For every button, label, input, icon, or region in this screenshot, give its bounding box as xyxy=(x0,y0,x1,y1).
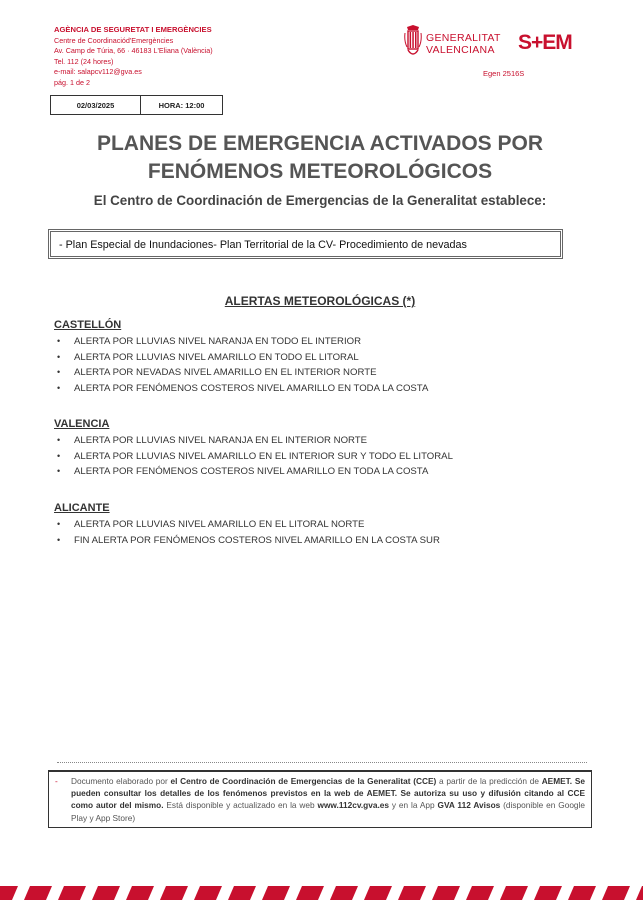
footer-text: (disponible en Google Play y App Store) xyxy=(71,800,586,823)
stripe-dash xyxy=(432,886,460,900)
agency-address: Av. Camp de Túria, 66 · 46183 L'Eliana (València) xyxy=(54,46,213,56)
alert-list xyxy=(54,334,614,396)
alert-item: • ALERTA POR LLUVIAS NIVEL AMARILLO EN EL INTERIOR SUR Y TODO EL LITORAL xyxy=(54,449,614,465)
stripe-dash xyxy=(568,886,596,900)
page-title-line2: FENÓMENOS METEOROLÓGICOS xyxy=(147,160,493,183)
region-name: ALICANTE xyxy=(54,502,110,514)
footer-text: Está disponible y actualizado en la web xyxy=(163,800,318,811)
footer-text: a partir de la predicción de xyxy=(436,776,542,786)
generalitat-logo xyxy=(404,25,500,59)
footer-website-link[interactable]: www.112cv.gva.es xyxy=(317,800,389,811)
footer-bold: AEMET. Se pueden consultar los detalles de los fenómenos previstos en la web de AEMET. Se autoriza su uso y difusión citando al CCE como autor del mismo. xyxy=(71,776,585,811)
dotted-divider xyxy=(57,762,587,763)
agency-center: Centre de Coordinaciód'Emergències xyxy=(54,35,174,45)
region-alicante xyxy=(54,502,614,548)
stripe-dash xyxy=(262,886,290,900)
report-date: 02/03/2025 xyxy=(51,96,141,114)
region-name: CASTELLÓN xyxy=(54,319,122,331)
alert-item: • ALERTA POR LLUVIAS NIVEL AMARILLO EN TODO EL LITORAL xyxy=(54,350,614,366)
stripe-dash xyxy=(534,886,562,900)
generalitat-crest-icon xyxy=(404,25,422,59)
alert-item: • ALERTA POR LLUVIAS NIVEL NARANJA EN EL INTERIOR NORTE xyxy=(54,433,614,449)
alert-item: • ALERTA POR NEVADAS NIVEL AMARILLO EN EL INTERIOR NORTE xyxy=(54,365,614,381)
footer-app-name: GVA 112 Avisos xyxy=(437,800,501,811)
region-castellon xyxy=(54,319,614,396)
alert-item: • ALERTA POR LLUVIAS NIVEL NARANJA EN TODO EL INTERIOR xyxy=(54,334,614,350)
stripe-dash xyxy=(0,886,18,900)
stripe-dash xyxy=(296,886,324,900)
agency-header xyxy=(54,25,314,89)
report-time: HORA: 12:00 xyxy=(158,100,205,110)
alert-list xyxy=(54,433,614,480)
stripe-dash xyxy=(364,886,392,900)
stripe-dash xyxy=(92,886,120,900)
activated-plans-box: - Plan Especial de Inundaciones- Plan Territorial de la CV- Procedimiento de nevadas xyxy=(48,229,563,259)
decorative-stripe xyxy=(0,886,643,900)
gva-logo-line1: GENERALITAT xyxy=(426,32,501,44)
agency-email[interactable]: e-mail: salapcv112@gva.es xyxy=(54,67,142,77)
agency-name: AGÈNCIA DE SEGURETAT I EMERGÈNCIES xyxy=(54,25,212,34)
page-number: pág. 1 de 2 xyxy=(54,77,90,87)
stripe-dash xyxy=(194,886,222,900)
footer-text: y en la App xyxy=(389,800,438,811)
footer-text: Documento elaborado por xyxy=(71,776,171,786)
stripe-dash xyxy=(466,886,494,900)
alerts-heading: ALERTAS METEOROLÓGICAS (*) xyxy=(224,294,416,308)
region-name: VALENCIA xyxy=(54,418,110,430)
stripe-dash xyxy=(398,886,426,900)
page-title-line1: PLANES DE EMERGENCIA ACTIVADOS POR xyxy=(96,132,544,155)
stripe-dash xyxy=(228,886,256,900)
page-subtitle: El Centro de Coordinación de Emergencias de la Generalitat establece: xyxy=(93,193,547,208)
alert-item: • ALERTA POR FENÓMENOS COSTEROS NIVEL AMARILLO EN TODA LA COSTA xyxy=(54,381,614,397)
alert-item: • ALERTA POR FENÓMENOS COSTEROS NIVEL AMARILLO EN TODA LA COSTA xyxy=(54,464,614,480)
footer-dash: - xyxy=(55,776,58,786)
stripe-dash xyxy=(636,886,643,900)
stripe-dash xyxy=(58,886,86,900)
footer-disclaimer xyxy=(48,770,592,828)
page-title xyxy=(60,130,580,186)
gva-logo-line2: VALENCIANA xyxy=(426,44,495,56)
stripe-dash xyxy=(602,886,630,900)
stripe-dash xyxy=(24,886,52,900)
alert-list xyxy=(54,517,614,548)
stripe-dash xyxy=(160,886,188,900)
alert-item: • FIN ALERTA POR FENÓMENOS COSTEROS NIVEL AMARILLO EN LA COSTA SUR xyxy=(54,533,614,549)
document-code: Egen 2516S xyxy=(483,69,525,78)
date-time-box xyxy=(50,95,223,115)
alert-item: • ALERTA POR LLUVIAS NIVEL AMARILLO EN EL LITORAL NORTE xyxy=(54,517,614,533)
stripe-dash xyxy=(126,886,154,900)
sem-logo: S+EM xyxy=(518,31,572,54)
agency-phone: Tel. 112 (24 hores) xyxy=(54,56,114,66)
stripe-dash xyxy=(500,886,528,900)
footer-bold: el Centro de Coordinación de Emergencias de la Generalitat (CCE) xyxy=(170,776,437,786)
region-valencia xyxy=(54,418,614,480)
stripe-dash xyxy=(330,886,358,900)
